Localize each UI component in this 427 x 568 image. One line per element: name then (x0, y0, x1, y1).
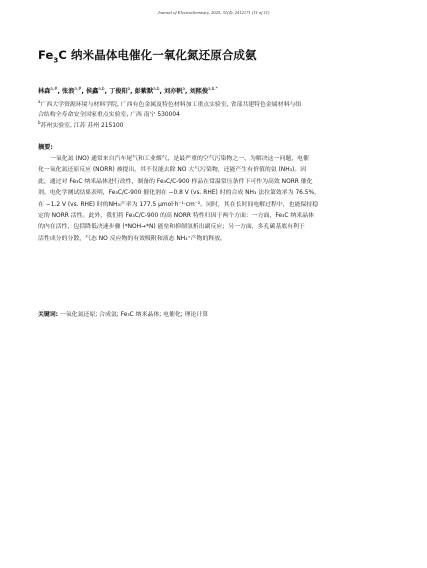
author: 侯鑫$^{a,b}$ (85, 86, 105, 96)
author: 张浪$^{a,\#}$ (61, 86, 82, 96)
title-prefix: Fe (38, 48, 54, 62)
author: 刘熙俊$^{a,b,*}$ (189, 86, 218, 96)
keywords-label: 关键词: (38, 312, 59, 318)
author: 丁俊阳$^a$ (109, 86, 131, 96)
author-list: 林森$^{a,\#}$, 张浪$^{a,\#}$, 侯鑫$^{a,b}$, 丁俊阳$^a$, 彭紫默$^{a,b}$, 刘亦帆$^a$, 刘熙俊$^{a,b,*}$ (38, 86, 218, 96)
affiliation-line: 合结构全寿命安全国家重点实验室, 广西 南宁 530004 (38, 112, 180, 119)
journal-header: Journal of Electrochemistry, 2025, 31(4), 2412171 (11 of 11) (157, 10, 270, 15)
abstract-line: 剂。电化学测试结果表明，Fe₃C/C-900 催化剂在 −0.8 V (vs. RHE) 时的合成 NH₃ 法拉第效率为 76.5%， (38, 190, 321, 197)
title-text: C 纳米晶体电催化一氧化氮还原合成氨 (58, 48, 257, 62)
abstract-heading: 摘要: (38, 144, 53, 151)
abstract-line: 在 −1.2 V (vs. RHE) 时的NH₃产率为 177.5 μmol·h⁻¹·cm⁻²。同时，其在长时间电解过程中，也能保持稳 (38, 201, 319, 208)
title-subscript: 3 (53, 56, 59, 65)
abstract-line: 的内在活性，包括降低决速步骤 (*NOH→*N) 能垒和抑制氢析出副反应；另一方面，多孔碳基底有利于 (38, 224, 305, 231)
abstract-line: 定的 NORR 活性。此外，我们将 Fe₃C/C-900 的高 NORR 特性归因于两个方面：一方面，Fe₃C 纳米晶体 (38, 212, 314, 219)
page-title (38, 47, 398, 64)
keywords-text: 一氧化氮还原; 合成氨; Fe₃C 纳米晶体; 电催化; 理论计算 (59, 312, 209, 318)
author: 刘亦帆$^a$ (163, 86, 185, 96)
affiliation-line: $^b$苏州实验室, 江苏 苏州 215100 (38, 120, 124, 129)
abstract-body (38, 154, 390, 245)
abstract-line: 此，通过对 Fe₃C 纳米晶体进行改性，制备的 Fe₃C/C-900 样品在常温常压条件下可作为高效 NORR 催化 (38, 178, 313, 185)
abstract-line: 一氧化氮 (NO) 通常来自汽车尾气和工业烟气，是最严重的空气污染物之一。为解决这一问题，电催 (50, 156, 309, 162)
abstract-line: 活性成分的分散，气态 NO 反应物的有效吸附和液态 NH₄⁺产物的释放。 (38, 235, 227, 242)
affiliation-line: $^a$广西大学资源环境与材料学院, 广西有色金属及特色材料加工重点实验室, 省部共建特色金属材料与组 (38, 99, 302, 108)
author: 彭紫默$^{a,b}$ (134, 86, 160, 96)
abstract-line: 化一氧化氮还原反应 (NORR) 被提出，其不仅能去除 NO 大气污染物，还能产生有价值的氨 (NH₃)。因 (38, 167, 307, 174)
author: 林森$^{a,\#}$ (38, 86, 58, 96)
affiliation-b (38, 118, 398, 131)
keywords (38, 309, 398, 318)
